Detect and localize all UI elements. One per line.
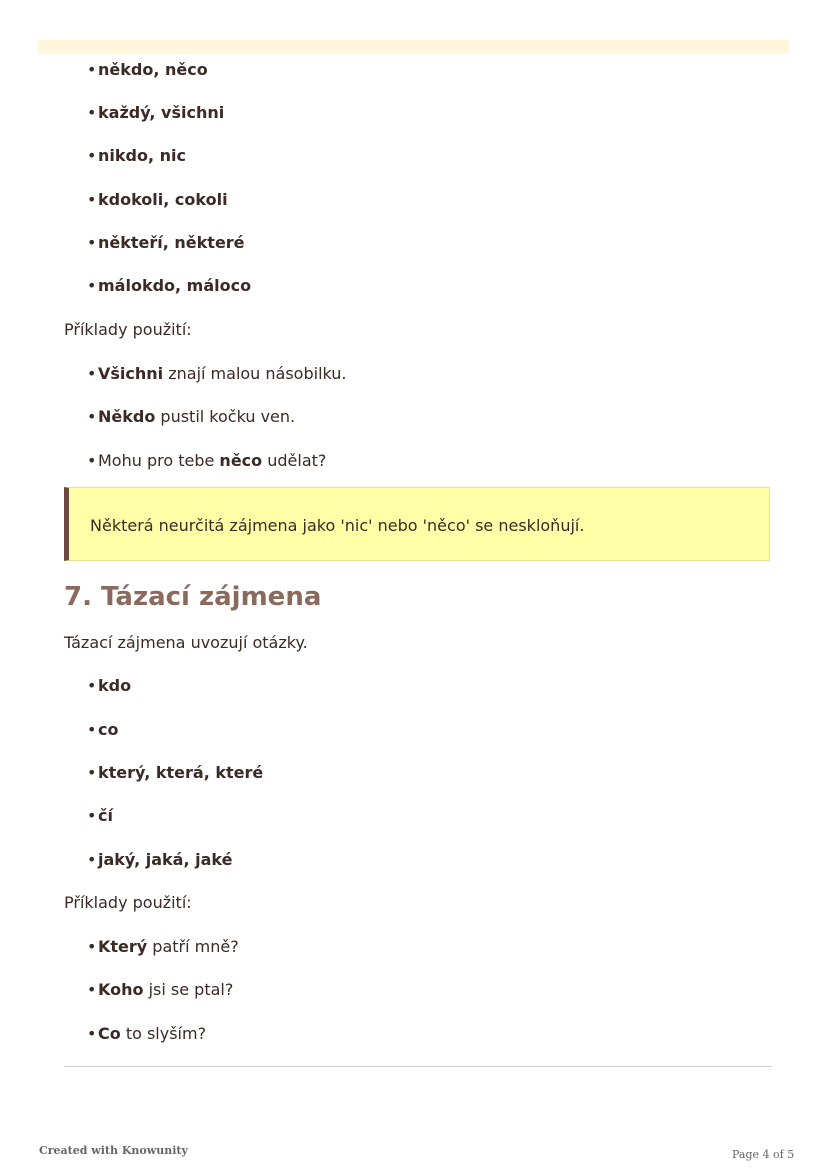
example-item: •Co to slyším? xyxy=(87,1024,207,1043)
list-item: •čí xyxy=(87,806,113,825)
horizontal-divider xyxy=(64,1066,772,1067)
example-item: •Všichni znají malou násobilku. xyxy=(87,364,347,383)
list-item: •někdo, něco xyxy=(87,60,208,79)
list-item: •každý, všichni xyxy=(87,103,225,122)
example-item: •Mohu pro tebe něco udělat? xyxy=(87,451,327,470)
top-highlight-band xyxy=(38,40,789,54)
list-item: •někteří, některé xyxy=(87,233,245,252)
example-item: •Koho jsi se ptal? xyxy=(87,980,234,999)
footer-page-number: Page 4 of 5 xyxy=(732,1148,795,1161)
example-item: •Který patří mně? xyxy=(87,937,239,956)
list-item: •kdo xyxy=(87,676,132,695)
note-text: Některá neurčitá zájmena jako 'nic' nebo 'něco' se neskloňují. xyxy=(90,516,585,535)
list-item: •jaký, jaká, jaké xyxy=(87,850,233,869)
footer-created-with: Created with Knowunity xyxy=(39,1144,188,1157)
examples-label: Příklady použití: xyxy=(64,320,192,339)
list-item: •který, která, které xyxy=(87,763,264,782)
list-item: •kdokoli, cokoli xyxy=(87,190,228,209)
list-item: •nikdo, nic xyxy=(87,146,186,165)
example-item: •Někdo pustil kočku ven. xyxy=(87,407,296,426)
examples-label: Příklady použití: xyxy=(64,893,192,912)
note-callout xyxy=(64,487,770,561)
section-intro: Tázací zájmena uvozují otázky. xyxy=(64,633,308,652)
list-item: •málokdo, máloco xyxy=(87,276,252,295)
section-heading: 7. Tázací zájmena xyxy=(64,582,322,612)
list-item: •co xyxy=(87,720,119,739)
